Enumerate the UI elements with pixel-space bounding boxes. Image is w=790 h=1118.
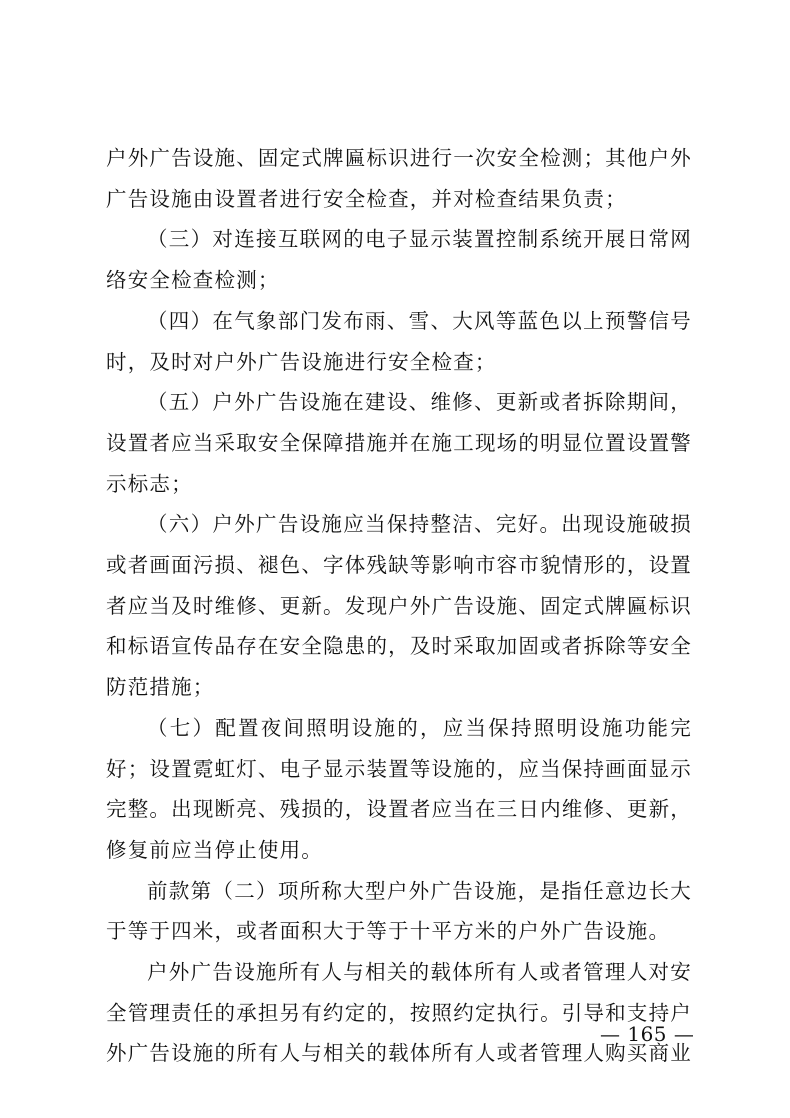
paragraph-8: 户外广告设施所有人与相关的载体所有人或者管理人对安全管理责任的承担另有约定的，按照约定执行。引导和支持户外广告设施的所有人与相关的载体所有人或者管理人购买商业 bbox=[106, 960, 692, 1066]
body-text bbox=[106, 138, 695, 1074]
paragraph-7: 前款第（二）项所称大型户外广告设施，是指任意边长大于等于四米，或者面积大于等于十平方米的户外广告设施。 bbox=[106, 878, 692, 944]
paragraph-3: （四）在气象部门发布雨、雪、大风等蓝色以上预警信号时，及时对户外广告设施进行安全检查； bbox=[106, 308, 692, 374]
paragraph-5: （六）户外广告设施应当保持整洁、完好。出现设施破损或者画面污损、褪色、字体残缺等影响市容市貌情形的，设置者应当及时维修、更新。发现户外广告设施、固定式牌匾标识和标语宣传品存在安全隐患的，及时采取加固或者拆除等安全防范措施； bbox=[106, 512, 692, 700]
paragraph-2: （三）对连接互联网的电子显示装置控制系统开展日常网络安全检查检测； bbox=[106, 227, 692, 293]
page-number: — 165 — bbox=[600, 1022, 695, 1046]
paragraph-1: 户外广告设施、固定式牌匾标识进行一次安全检测；其他户外广告设施由设置者进行安全检查，并对检查结果负责； bbox=[106, 146, 692, 211]
paragraph-4: （五）户外广告设施在建设、维修、更新或者拆除期间，设置者应当采取安全保障措施并在施工现场的明显位置设置警示标志； bbox=[106, 390, 692, 496]
paragraph-6: （七）配置夜间照明设施的，应当保持照明设施功能完好；设置霓虹灯、电子显示装置等设施的，应当保持画面显示完整。出现断亮、残损的，设置者应当在三日内维修、更新，修复前应当停止使用。 bbox=[106, 715, 692, 862]
